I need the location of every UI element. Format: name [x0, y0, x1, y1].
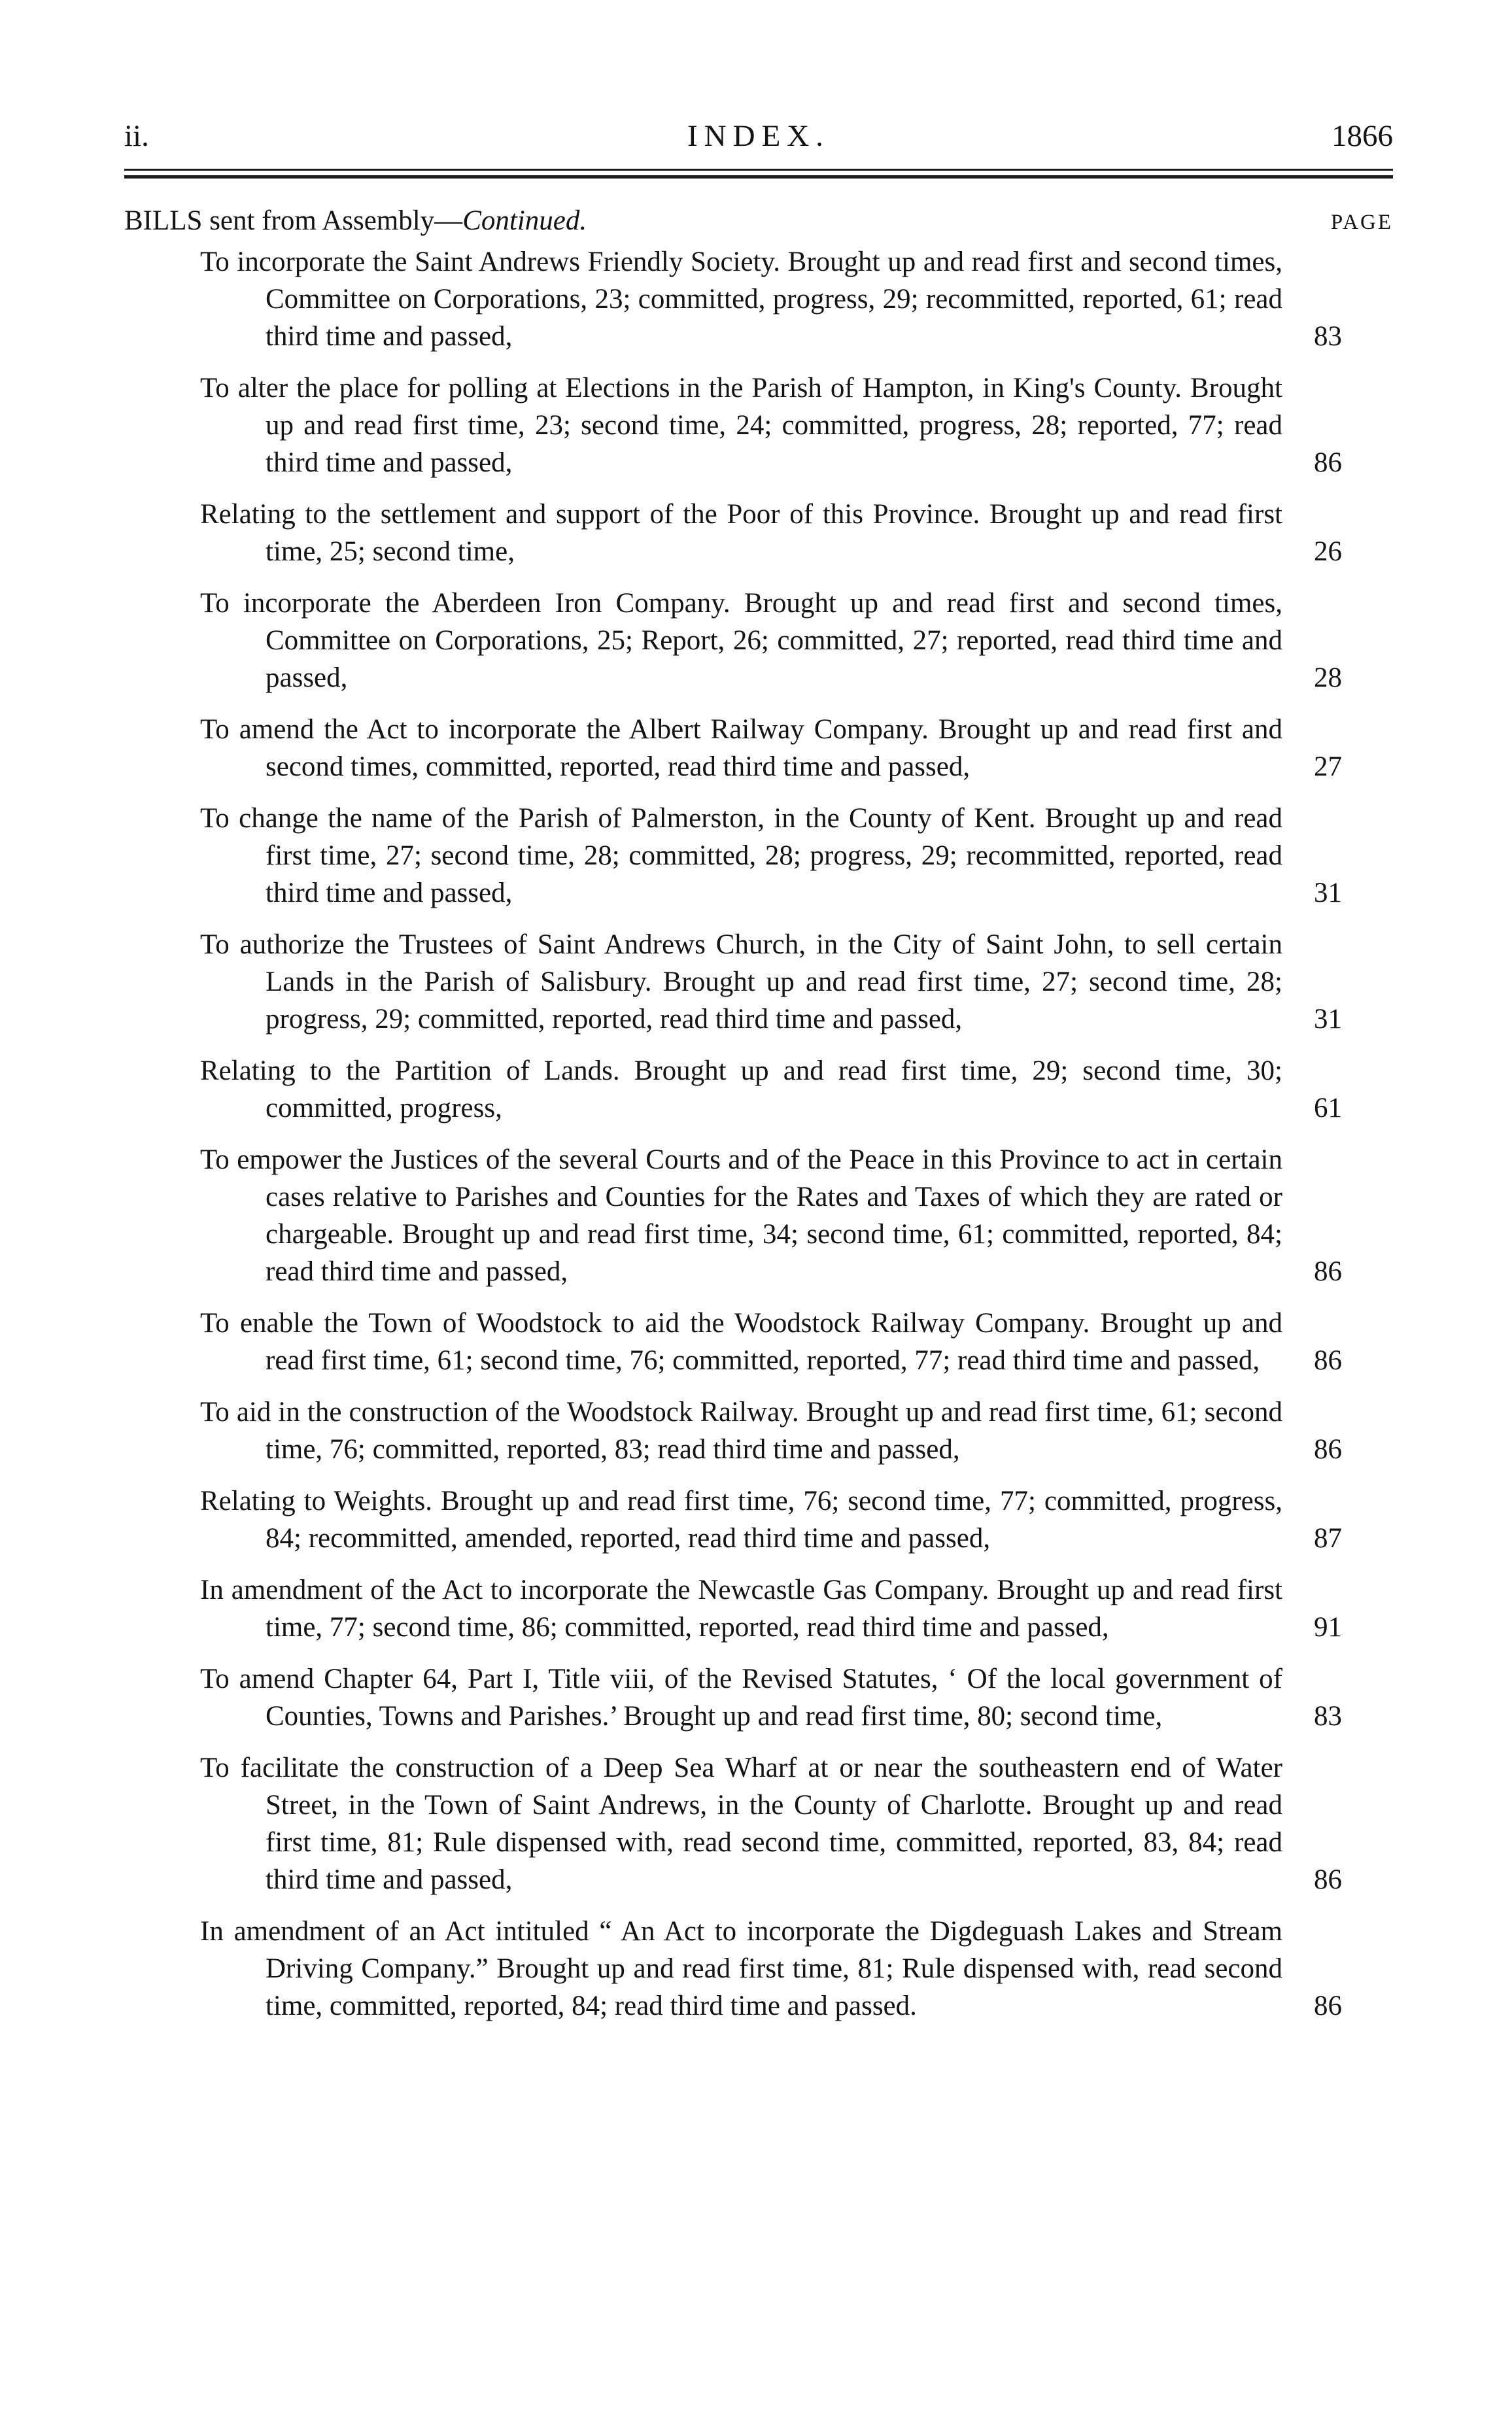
entry-text: To alter the place for polling at Elections in the Parish of Hampton, in King's County. Brought up and read first time, 23; second time, 24; committed, progress, 28; reported, 77; read third time and passed, — [200, 373, 1282, 478]
entry-page-number: 86 — [1314, 1434, 1342, 1465]
entry-text: Relating to Weights. Brought up and read first time, 76; second time, 77; committed, progress, 84; recommitted, amended, reported, read third time and passed, — [200, 1486, 1282, 1554]
entry-text: To incorporate the Saint Andrews Friendly Society. Brought up and read first and second times, Committee on Corporations, 23; committed, progress, 29; recommitted, reported, 61; read third time and passed, — [200, 247, 1282, 352]
entry-text: In amendment of the Act to incorporate the Newcastle Gas Company. Brought up and read first time, 77; second time, 86; committed, reported, read third time and passed, — [200, 1575, 1282, 1643]
index-entry — [200, 496, 1342, 570]
continued-label: Continued. — [462, 205, 587, 236]
entry-text: To change the name of the Parish of Palmerston, in the County of Kent. Brought up and read first time, 27; second time, 28; committed, 28; progress, 29; recommitted, reported, read third time and passed, — [200, 803, 1282, 908]
entry-text: Relating to the settlement and support of the Poor of this Province. Brought up and read first time, 25; second time, — [200, 499, 1282, 567]
entry-page-number: 91 — [1314, 1612, 1342, 1643]
entry-text: To facilitate the construction of a Deep Sea Wharf at or near the southeastern end of Water Street, in the Town of Saint Andrews, in the County of Charlotte. Brought up and read first time, 81; Rule dispensed with, read second time, committed, reported, 83, 84; read third time and passed, — [200, 1753, 1282, 1895]
entry-text: To enable the Town of Woodstock to aid the Woodstock Railway Company. Brought up and read first time, 61; second time, 76; committed, reported, 77; read third time and passed, — [200, 1308, 1282, 1376]
section-title: BILLS sent from Assembly— — [124, 205, 463, 236]
entry-page-number: 87 — [1314, 1523, 1342, 1554]
page-folio: ii. — [124, 119, 149, 153]
header-rule-thin — [124, 169, 1393, 171]
index-entry — [200, 1660, 1342, 1735]
section-heading — [124, 200, 1393, 242]
entry-text: Relating to the Partition of Lands. Brought up and read first time, 29; second time, 30; committed, progress, — [200, 1055, 1282, 1123]
index-entry — [200, 711, 1342, 785]
entry-text: To authorize the Trustees of Saint Andrews Church, in the City of Saint John, to sell certain Lands in the Parish of Salisbury. Brought up and read first time, 27; second time, 28; progress, 29; committed, reported, read third time and passed, — [200, 929, 1282, 1035]
entry-page-number: 27 — [1314, 751, 1342, 782]
entry-page-number: 86 — [1314, 1864, 1342, 1895]
index-entry — [200, 1913, 1342, 2025]
entry-page-number: 86 — [1314, 1256, 1342, 1287]
index-entry — [200, 1052, 1342, 1127]
index-entry — [200, 926, 1342, 1038]
entry-text: To aid in the construction of the Woodstock Railway. Brought up and read first time, 61; second time, 76; committed, reported, 83; read third time and passed, — [200, 1397, 1282, 1465]
index-entry — [200, 369, 1342, 481]
year-label: 1866 — [1332, 119, 1393, 153]
index-entry — [200, 1305, 1342, 1379]
entry-page-number: 28 — [1314, 662, 1342, 693]
index-entries — [0, 243, 1512, 2039]
index-entry — [200, 585, 1342, 696]
entry-page-number: 86 — [1314, 447, 1342, 478]
index-entry — [200, 800, 1342, 912]
index-entry — [200, 1482, 1342, 1557]
entry-page-number: 31 — [1314, 878, 1342, 908]
entry-page-number: 83 — [1314, 1701, 1342, 1732]
entry-page-number: 86 — [1314, 1991, 1342, 2021]
index-entry — [200, 1749, 1342, 1898]
index-entry — [200, 1394, 1342, 1468]
index-entry — [200, 1141, 1342, 1290]
running-head — [124, 110, 1393, 162]
entry-page-number: 61 — [1314, 1093, 1342, 1123]
entry-page-number: 86 — [1314, 1345, 1342, 1376]
index-entry — [200, 243, 1342, 355]
entry-page-number: 83 — [1314, 321, 1342, 352]
header-rule-thick — [124, 175, 1393, 179]
entry-text: To incorporate the Aberdeen Iron Company. Brought up and read first and second times, Committee on Corporations, 25; Report, 26; committed, 27; reported, read third time and passed, — [200, 588, 1282, 693]
index-entry — [200, 1571, 1342, 1646]
page-column-label: PAGE — [1330, 211, 1393, 234]
entry-text: To amend Chapter 64, Part I, Title viii, of the Revised Statutes, ‘ Of the local government of Counties, Towns and Parishes.’ Brought up and read first time, 80; second time, — [200, 1664, 1282, 1732]
entry-page-number: 26 — [1314, 536, 1342, 567]
entry-text: In amendment of an Act intituled “ An Act to incorporate the Digdeguash Lakes and Stream Driving Company.” Brought up and read first time, 81; Rule dispensed with, read second time, committed, reported, 84; read third time and passed. — [200, 1916, 1282, 2021]
entry-page-number: 31 — [1314, 1004, 1342, 1035]
entry-text: To amend the Act to incorporate the Albert Railway Company. Brought up and read first and second times, committed, reported, read third time and passed, — [200, 714, 1282, 782]
entry-text: To empower the Justices of the several Courts and of the Peace in this Province to act in certain cases relative to Parishes and Counties for the Rates and Taxes of which they are rated or chargeable. Brought up and read first time, 34; second time, 61; committed, reported, 84; read third time and passed, — [200, 1144, 1282, 1287]
page-title: INDEX. — [687, 119, 830, 153]
